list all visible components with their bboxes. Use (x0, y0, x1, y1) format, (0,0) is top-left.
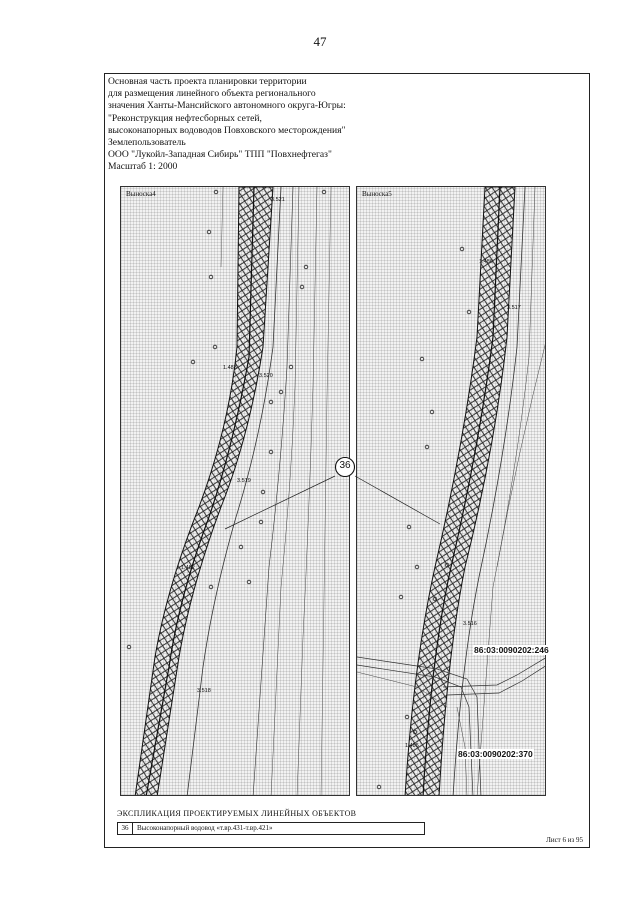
point-label: 1.485 (405, 743, 419, 749)
header-line: значения Ханты-Мансийского автономного округа-Югры: (108, 100, 346, 112)
header-line: "Реконструкция нефтесборных сетей, (108, 112, 262, 124)
header-line: Основная часть проекта планировки территории (108, 76, 307, 87)
point-label: 1.482 (181, 565, 195, 571)
point-label: 3.521 (271, 197, 285, 203)
header-line: для размещения линейного объекта регионального (108, 88, 316, 100)
point-label: 3.516 (463, 621, 477, 627)
point-label: 1.483 (223, 365, 237, 371)
point-label: 3.518 (197, 688, 211, 694)
explication-title: ЭКСПЛИКАЦИЯ ПРОЕКТИРУЕМЫХ ЛИНЕЙНЫХ ОБЪЕКТОВ (117, 809, 357, 818)
page-number: 47 (313, 34, 327, 49)
header-line: высоконапорных водоводов Повховского месторождения" (108, 124, 346, 136)
header-line: ООО "Лукойл-Западная Сибирь" ТПП "Повхнефтегаз" (108, 149, 332, 161)
header-line: Землепользователь (108, 137, 186, 149)
explication-row-number: 36 (118, 823, 133, 834)
point-label: 3.520 (259, 373, 273, 379)
cadastral-number: 86:03:0090202:370 (458, 749, 533, 759)
panel-label: Выноска4 (126, 190, 156, 198)
callout-number: 36 (339, 460, 351, 471)
point-label: 3.517 (507, 305, 521, 311)
header-line: Масштаб 1: 2000 (108, 161, 178, 173)
drawing-sheet (104, 73, 590, 848)
sheet-count: Лист 6 из 95 (546, 836, 583, 844)
point-label: 3.519 (237, 478, 251, 484)
cadastral-number: 86:03:0090202:246 (474, 645, 549, 655)
panel-label: Выноска5 (362, 190, 392, 198)
point-label: 1.486 (479, 259, 493, 265)
explication-row-name: Высоконапорный водовод «т.вр.431-т.вр.421» (137, 824, 273, 832)
explication-table (117, 822, 425, 835)
